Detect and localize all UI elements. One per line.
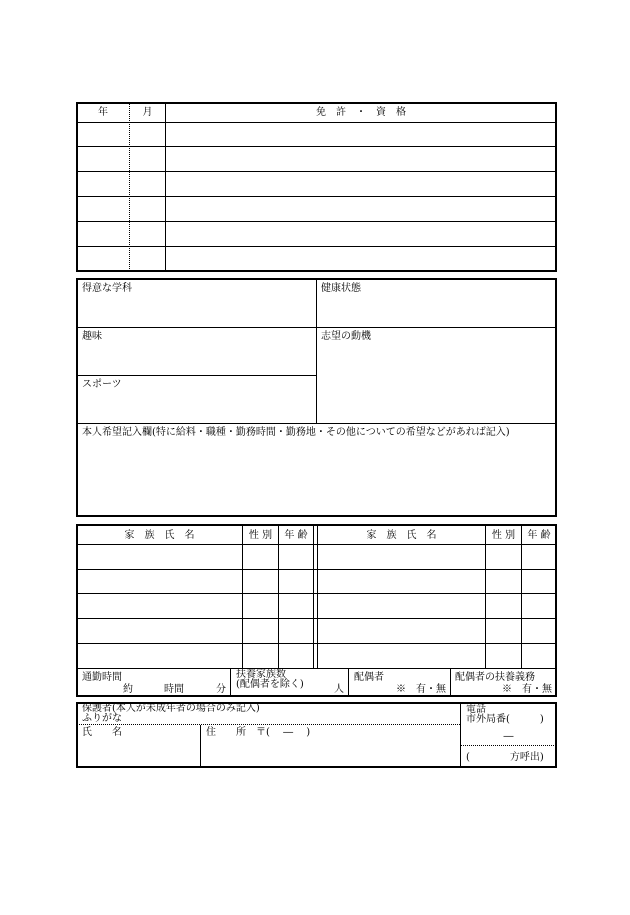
spouse-divider <box>450 669 451 696</box>
phone-dotted-line <box>461 745 556 746</box>
favorite-subjects-label: 得意な学科 <box>82 283 132 294</box>
motivation-label: 志望の動機 <box>321 331 371 342</box>
spouse-label: 配偶者 <box>354 672 384 683</box>
dependents-sub-label: (配偶者を除く) <box>236 679 304 690</box>
family-left-age-divider <box>278 525 279 668</box>
family-row-line <box>77 593 556 594</box>
license-row-line <box>77 196 556 197</box>
family-row-line <box>77 643 556 644</box>
profile-column-divider <box>316 279 317 423</box>
family-left-gender-divider <box>242 525 243 668</box>
family-bottom-line <box>77 668 556 669</box>
family-gender-header-left: 性 別 <box>248 530 273 541</box>
health-label: 健康状態 <box>321 283 361 294</box>
family-age-header-left: 年 齢 <box>284 530 308 541</box>
callout-label: ( 方呼出) <box>466 752 544 763</box>
family-age-header-right: 年 齢 <box>527 530 551 541</box>
dependents-unit: 人 <box>334 684 344 695</box>
family-name-header-left: 家 族 氏 名 <box>124 530 195 541</box>
commute-hours: 時間 <box>164 684 184 695</box>
license-row-line <box>77 246 556 247</box>
license-row-line <box>77 221 556 222</box>
family-name-header-right: 家 族 氏 名 <box>366 530 437 541</box>
guardian-name-label: 氏 名 <box>82 727 122 738</box>
spouse-value: ※ 有・無 <box>396 684 446 695</box>
spouse-support-value: ※ 有・無 <box>502 684 552 695</box>
area-code-label: 市外局番( ) <box>466 714 544 725</box>
guardian-furigana-label: ふりがな <box>82 713 122 724</box>
dependents-divider <box>348 669 349 696</box>
commute-approx: 約 <box>123 684 133 695</box>
family-row-line <box>77 544 556 545</box>
guardian-address-label: 住 所 〒( ― ) <box>206 727 311 738</box>
commute-divider <box>230 669 231 696</box>
family-gender-header-right: 性 別 <box>491 530 516 541</box>
family-row-line <box>77 569 556 570</box>
commute-label: 通勤時間 <box>82 672 122 683</box>
phone-dash: ― <box>503 731 514 742</box>
license-header: 免 許 ・ 資 格 <box>316 107 406 118</box>
license-year-header: 年 <box>98 107 108 118</box>
family-right-gender-divider <box>485 525 486 668</box>
hobbies-label: 趣味 <box>82 331 102 342</box>
guardian-name-divider <box>200 725 201 767</box>
license-month-header: 月 <box>142 107 153 118</box>
dependents-label: 扶養家族数 <box>236 669 286 680</box>
profile-row-line <box>77 375 316 376</box>
profile-row-line <box>77 327 556 328</box>
family-center-divider <box>313 525 314 668</box>
commute-minutes: 分 <box>216 684 226 695</box>
profile-row-line <box>77 423 556 424</box>
family-row-line <box>77 618 556 619</box>
license-row-line <box>77 146 556 147</box>
requests-label: 本人希望記入欄(特に給料・職種・勤務時間・勤務地・その他についての希望などがあれば記入) <box>82 427 510 438</box>
guardian-furigana-line <box>77 724 460 725</box>
phone-label: 電話 <box>466 704 486 715</box>
spouse-support-label: 配偶者の扶養義務 <box>455 672 535 683</box>
license-row-line <box>77 122 556 123</box>
family-center-divider <box>317 525 318 668</box>
license-row-line <box>77 171 556 172</box>
family-right-age-divider <box>521 525 522 668</box>
guardian-label: 保護者(本人が未成年者の場合のみ記入) <box>82 703 260 714</box>
sports-label: スポーツ <box>82 379 122 390</box>
